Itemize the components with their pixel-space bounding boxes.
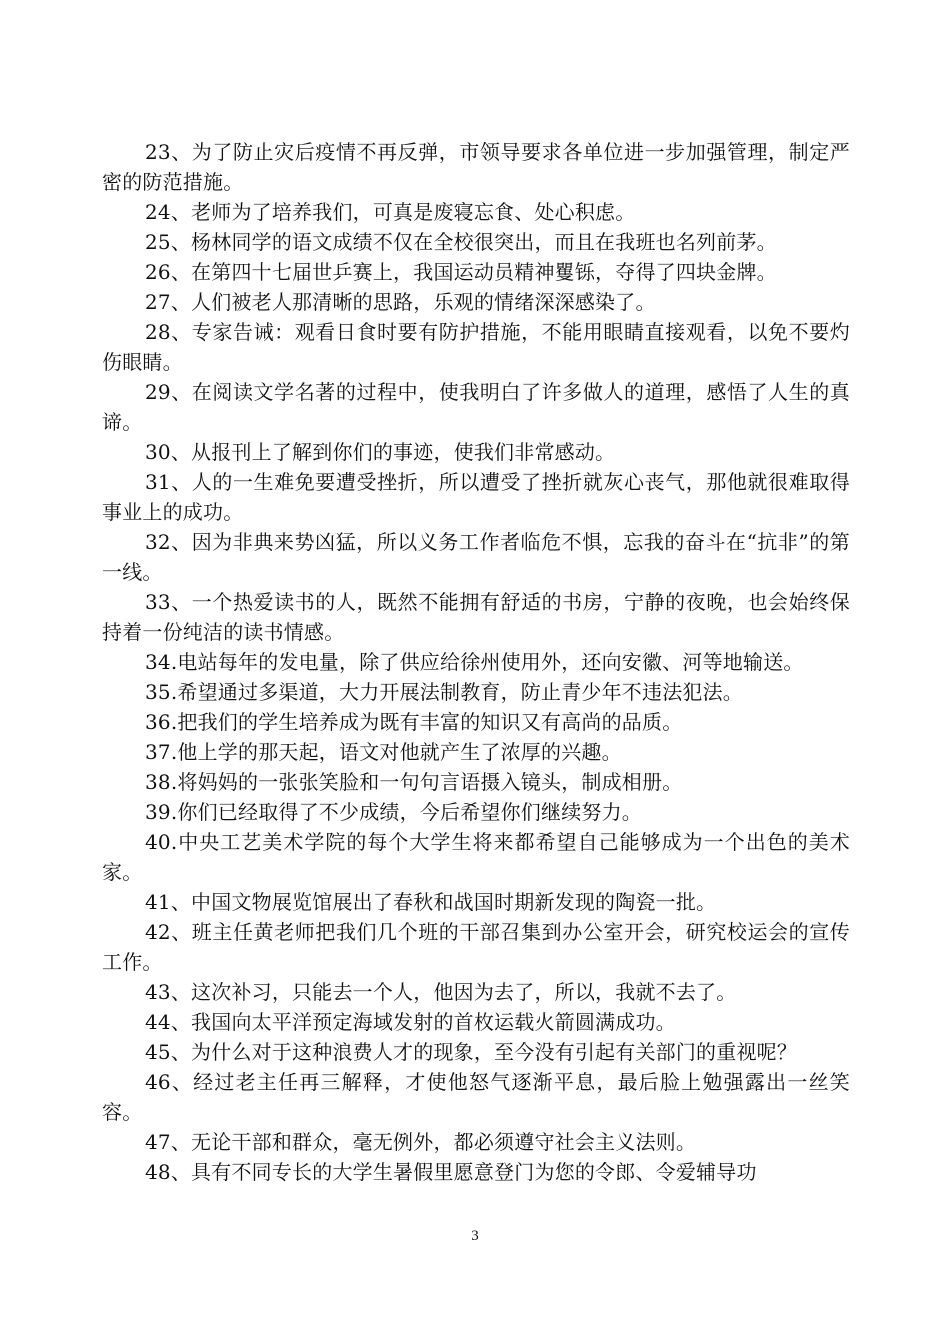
paragraph-41: 41、中国文物展览馆展出了春秋和战国时期新发现的陶瓷一批。 — [145, 890, 717, 914]
paragraph-36: 36.把我们的学生培养成为既有丰富的知识又有高尚的品质。 — [145, 710, 683, 734]
paragraph-37: 37.他上学的那天起，语文对他就产生了浓厚的兴趣。 — [145, 740, 622, 764]
paragraph-43: 43、这次补习，只能去一个人，他因为去了，所以，我就不去了。 — [145, 980, 737, 1004]
paragraph-27: 27、人们被老人那清晰的思路，乐观的情绪深深感染了。 — [145, 290, 656, 314]
paragraph-25: 25、杨林同学的语文成绩不仅在全校很突出，而且在我班也名列前茅。 — [145, 230, 777, 254]
page-body — [102, 137, 850, 1187]
paragraph-46: 46、经过老主任再三解释，才使他怒气逐渐平息，最后脸上勉强露出一丝笑容。 — [102, 1070, 850, 1124]
paragraph-35: 35.希望通过多渠道，大力开展法制教育，防止青少年不违法犯法。 — [145, 680, 744, 704]
paragraph-48: 48、具有不同专长的大学生暑假里愿意登门为您的令郎、令爱辅导功 — [145, 1160, 757, 1184]
paragraph-31: 31、人的一生难免要遭受挫折，所以遭受了挫折就灰心丧气，那他就很难取得事业上的成功。 — [102, 470, 850, 524]
paragraph-44: 44、我国向太平洋预定海域发射的首枚运载火箭圆满成功。 — [145, 1010, 676, 1034]
paragraph-34: 34.电站每年的发电量，除了供应给徐州使用外，还向安徽、河等地输送。 — [145, 650, 804, 674]
paragraph-23: 23、为了防止灾后疫情不再反弹，市领导要求各单位进一步加强管理，制定严密的防范措施。 — [102, 140, 850, 194]
paragraph-40: 40.中央工艺美术学院的每个大学生将来都希望自己能够成为一个出色的美术家。 — [102, 830, 850, 884]
paragraph-24: 24、老师为了培养我们，可真是废寝忘食、处心积虑。 — [145, 200, 636, 224]
paragraph-30: 30、从报刊上了解到你们的事迹，使我们非常感动。 — [145, 440, 616, 464]
paragraph-26: 26、在第四十七届世乒赛上，我国运动员精神矍铄，夺得了四块金牌。 — [145, 260, 777, 284]
paragraph-32: 32、因为非典来势凶猛，所以义务工作者临危不惧，忘我的奋斗在“抗非”的第一线。 — [102, 530, 850, 584]
paragraph-28: 28、专家告诫：观看日食时要有防护措施，不能用眼睛直接观看，以免不要灼伤眼睛。 — [102, 320, 850, 374]
page-number: 3 — [471, 1228, 479, 1244]
paragraph-42: 42、班主任黄老师把我们几个班的干部召集到办公室开会，研究校运会的宣传工作。 — [102, 920, 850, 974]
paragraph-38: 38.将妈妈的一张张笑脸和一句句言语摄入镜头，制成相册。 — [145, 770, 683, 794]
paragraph-29: 29、在阅读文学名著的过程中，使我明白了许多做人的道理，感悟了人生的真谛。 — [102, 380, 850, 434]
paragraph-45: 45、为什么对于这种浪费人才的现象，至今没有引起有关部门的重视呢？ — [145, 1040, 798, 1064]
paragraph-47: 47、无论干部和群众，毫无例外，都必须遵守社会主义法则。 — [145, 1130, 697, 1154]
paragraph-33: 33、一个热爱读书的人，既然不能拥有舒适的书房，宁静的夜晚，也会始终保持着一份纯洁的读书情感。 — [102, 590, 850, 644]
paragraph-39: 39.你们已经取得了不少成绩，今后希望你们继续努力。 — [145, 800, 643, 824]
